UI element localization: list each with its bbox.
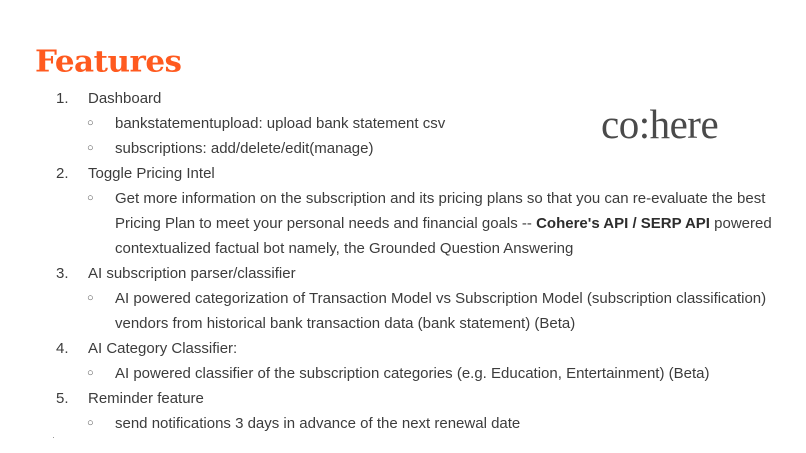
item-label: Dashboard: [88, 90, 162, 107]
cohere-logo: co:here: [601, 101, 719, 147]
item-number: 5.: [56, 390, 69, 407]
hollow-circle-bullet-icon: ○: [87, 117, 94, 129]
item-number: 3.: [56, 265, 69, 282]
api-highlight: Cohere's API / SERP API: [536, 215, 710, 232]
item-number: 2.: [56, 165, 69, 182]
hollow-circle-bullet-icon: ○: [87, 417, 94, 429]
item-number: 1.: [56, 90, 69, 107]
hollow-circle-bullet-icon: ○: [87, 192, 94, 204]
item-label: Reminder feature: [88, 390, 204, 407]
hollow-circle-bullet-icon: ○: [87, 367, 94, 379]
item-number: 4.: [56, 340, 69, 357]
stray-dot: [53, 437, 54, 438]
item-label: Toggle Pricing Intel: [88, 165, 215, 182]
item-label: AI subscription parser/classifier: [88, 265, 296, 282]
hollow-circle-bullet-icon: ○: [87, 292, 94, 304]
item-label: AI Category Classifier:: [88, 340, 238, 357]
hollow-circle-bullet-icon: ○: [87, 142, 94, 154]
slide-title: Features: [35, 44, 182, 80]
